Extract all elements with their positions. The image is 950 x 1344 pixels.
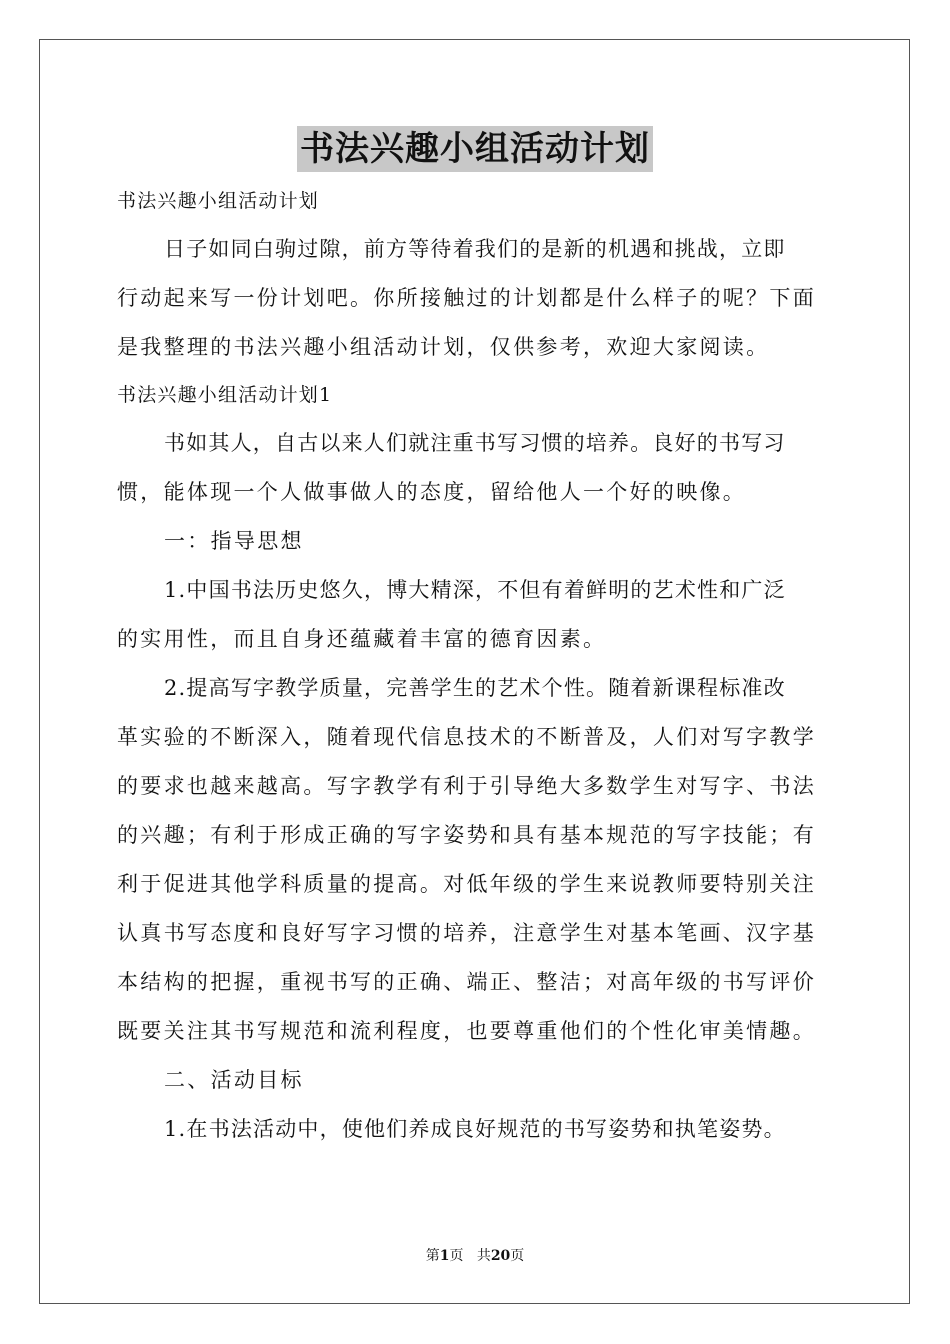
title-block [0,126,950,172]
page-prefix: 第 [425,1248,440,1264]
total-pages: 20 [490,1248,511,1264]
paragraph-line: 的兴趣；有利于形成正确的写字姿势和具有基本规范的写字技能；有 [117,823,816,847]
page-footer [0,1246,950,1266]
paragraph-line: 的实用性，而且自身还蕴藏着丰富的德育因素。 [117,627,607,651]
paragraph-line: 日子如同白驹过隙，前方等待着我们的是新的机遇和挑战，立即 [164,237,786,261]
paragraph-line: 惯，能体现一个人做事做人的态度，留给他人一个好的映像。 [117,480,747,504]
paragraph-line: 行动起来写一份计划吧。你所接触过的计划都是什么样子的呢？下面 [117,286,816,310]
paragraph-line: 1.在书法活动中，使他们养成良好规范的书写姿势和执笔姿势。 [164,1117,786,1141]
subtitle-line: 书法兴趣小组活动计划 [117,190,320,212]
paragraph-line: 利于促进其他学科质量的提高。对低年级的学生来说教师要特别关注 [117,872,816,896]
paragraph-line: 1.中国书法历史悠久，博大精深，不但有着鲜明的艺术性和广泛 [164,578,786,602]
paragraph-line: 认真书写态度和良好写字习惯的培养，注意学生对基本笔画、汉字基 [117,921,816,945]
page-suffix: 页 [449,1248,464,1264]
paragraph-line: 革实验的不断深入，随着现代信息技术的不断普及，人们对写字教学 [117,725,816,749]
document-title: 书法兴趣小组活动计划 [297,126,653,172]
paragraph-line: 的要求也越来越高。写字教学有利于引导绝大多数学生对写字、书法 [117,774,816,798]
paragraph-line: 2.提高写字教学质量，完善学生的艺术个性。随着新课程标准改 [164,676,786,700]
section-heading: 二、活动目标 [164,1068,304,1092]
paragraph-line: 本结构的把握，重视书写的正确、端正、整洁；对高年级的书写评价 [117,970,816,994]
paragraph-line: 既要关注其书写规范和流利程度，也要尊重他们的个性化审美情趣。 [117,1019,816,1043]
paragraph-line: 书如其人，自古以来人们就注重书写习惯的培养。良好的书写习 [164,431,786,455]
total-prefix: 共 [476,1248,491,1264]
page-number: 1 [439,1248,450,1264]
section-heading: 一：指导思想 [164,529,304,553]
paragraph-line: 是我整理的书法兴趣小组活动计划，仅供参考，欢迎大家阅读。 [117,335,770,359]
document-body [117,178,833,1154]
section-heading: 书法兴趣小组活动计划1 [117,384,333,406]
total-suffix: 页 [510,1248,525,1264]
